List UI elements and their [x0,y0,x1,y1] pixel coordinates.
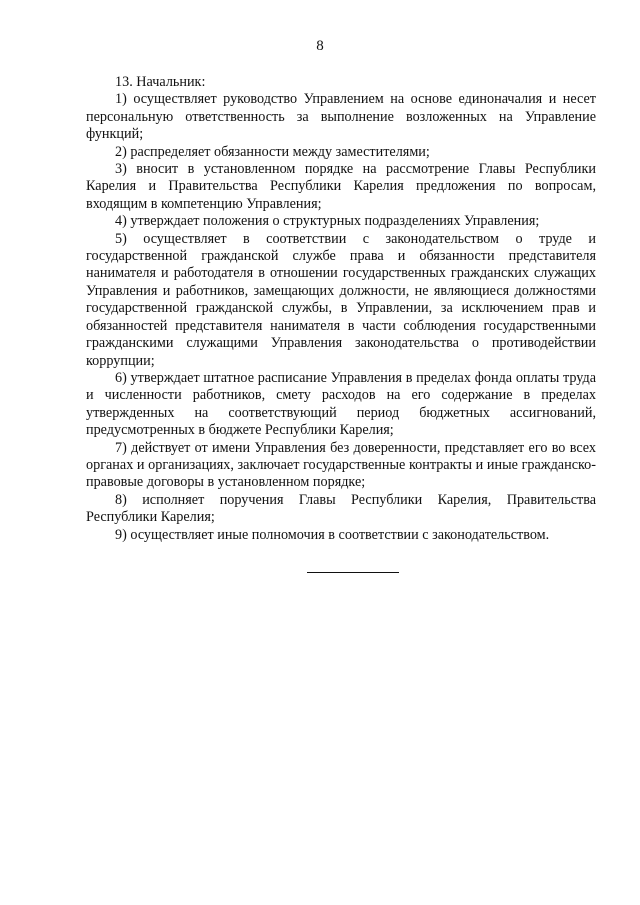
document-body [86,74,596,544]
paragraph-item-3: 3) вносит в установленном порядке на рассмотрение Главы Республики Карелия и Правительства Республики Карелия предложения по вопросам, входящим в компетенцию Управления; [86,161,596,212]
paragraph-item-9: 9) осуществляет иные полномочия в соответствии с законодательством. [115,526,550,543]
paragraph-item-4: 4) утверждает положения о структурных подразделениях Управления; [115,213,540,230]
paragraph-item-2: 2) распределяет обязанности между заместителями; [115,143,430,160]
paragraph-item-1: 1) осуществляет руководство Управлением на основе единоначалия и несет персональную ответственность за выполнение возложенных на Управление функций; [86,91,596,143]
paragraph-item-5: 5) осуществляет в соответствии с законодательством о труде и государственной гражданской службе права и обязанности представителя нанимателя и работодателя в отношении государственных гражданских служащих Управления и работников, замещающих должности, не являющиеся должностями государственной гражданской службы, в Управлении, за исключением прав и обязанностей представителя нанимателя в части соблюдения государственными гражданскими служащими Управления законодательства о противодействии коррупции; [86,230,596,369]
paragraph-item-6: 6) утверждает штатное расписание Управления в пределах фонда оплаты труда и численности работников, смету расходов на его содержание в пределах утвержденных на соответствующий период бюджетных ассигнований, предусмотренных в бюджете Республики Карелия; [86,369,596,439]
page-number: 8 [316,38,324,54]
end-separator-line [307,572,399,573]
section-heading: 13. Начальник: [115,74,206,90]
paragraph-item-7: 7) действует от имени Управления без доверенности, представляет его во всех органах и организациях, заключает государственные контракты и иные гражданско-правовые договоры в установленном порядке; [86,439,596,491]
paragraph-item-8: 8) исполняет поручения Главы Республики Карелия, Правительства Республики Карелия; [86,491,596,526]
